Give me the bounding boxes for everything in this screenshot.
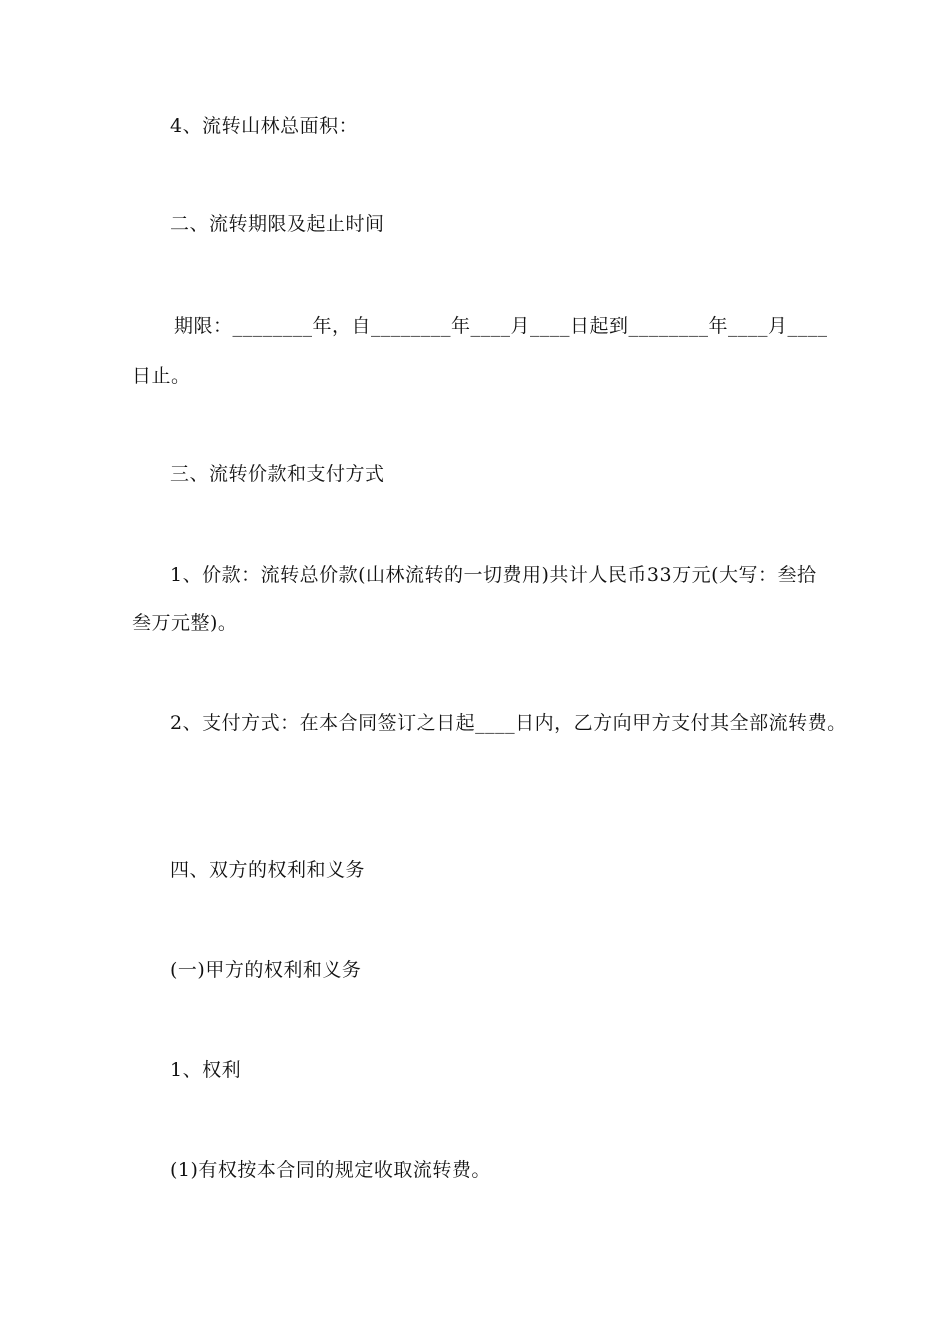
rights-heading: 1、权利 (170, 1059, 242, 1081)
section-2-heading: 二、流转期限及起止时间 (170, 213, 385, 235)
right-1-line: (1)有权按本合同的规定收取流转费。 (170, 1159, 491, 1181)
price-line-continuation: 叁万元整)。 (132, 612, 238, 634)
item-4-total-area: 4、流转山林总面积： (170, 115, 359, 137)
price-line: 1、价款：流转总价款(山林流转的一切费用)共计人民币33万元(大写：叁拾 (170, 564, 817, 586)
section-3-heading: 三、流转价款和支付方式 (170, 463, 385, 485)
party-a-subheading: (一)甲方的权利和义务 (170, 959, 362, 981)
section-4-heading: 四、双方的权利和义务 (170, 859, 366, 881)
payment-method-line: 2、支付方式：在本合同签订之日起____日内，乙方向甲方支付其全部流转费。 (170, 712, 847, 734)
term-line: 期限：________年，自________年____月____日起到________年____月____ (174, 315, 828, 337)
term-line-continuation: 日止。 (132, 365, 191, 387)
